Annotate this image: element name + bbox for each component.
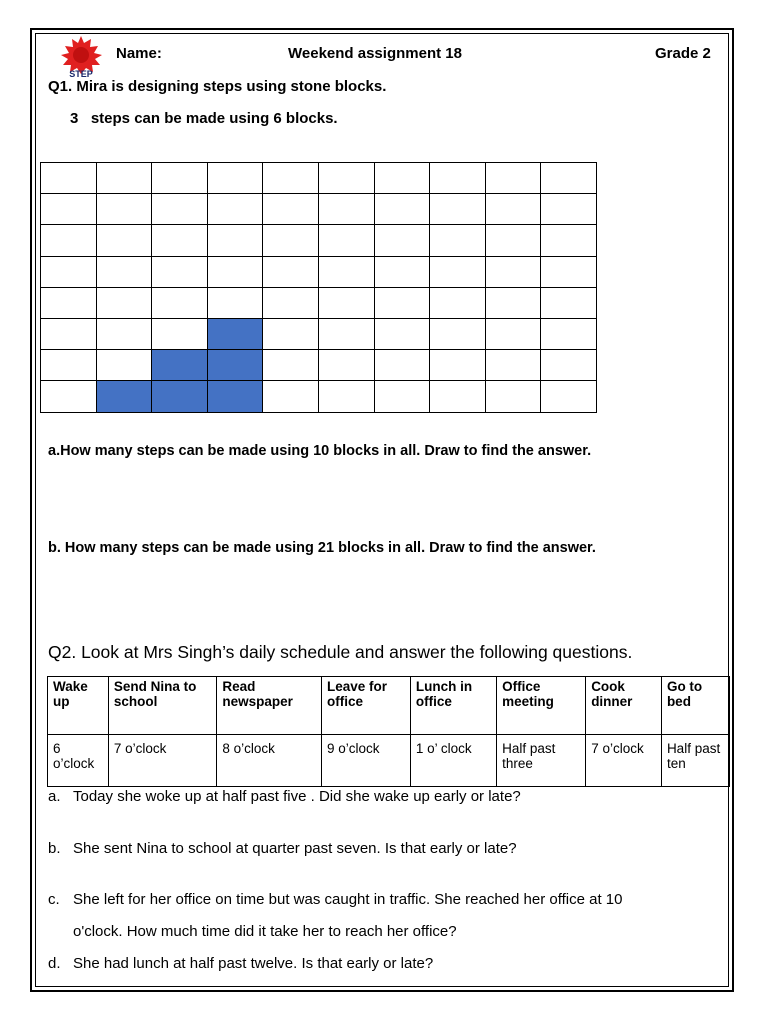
q2-subquestion-line [48, 891, 623, 908]
schedule-time-cell: 6 o’clock [48, 735, 109, 787]
grid-cell [430, 225, 486, 256]
schedule-time-cell: 9 o’clock [321, 735, 410, 787]
grid-cell [485, 318, 541, 349]
grid-row [41, 318, 597, 349]
schedule-time-cell: Half past three [497, 735, 586, 787]
grid-cell [541, 381, 597, 412]
grid-cell [263, 287, 319, 318]
grid-cell [318, 163, 374, 194]
grid-cell [41, 163, 97, 194]
grid-cell [207, 225, 263, 256]
q2-subquestion-line [48, 788, 521, 805]
grid-cell [541, 350, 597, 381]
q2-subquestion-letter: c. [48, 891, 60, 908]
grid-cell [485, 163, 541, 194]
schedule-header-cell: Send Nina to school [108, 677, 217, 735]
schedule-time-cell: 1 o’ clock [410, 735, 496, 787]
grid-cell [430, 381, 486, 412]
schedule-table [47, 676, 730, 787]
grid-cell [41, 318, 97, 349]
grid-cell [152, 318, 208, 349]
grid-cell-filled [207, 318, 263, 349]
grid-row [41, 194, 597, 225]
grid-cell [41, 287, 97, 318]
q1-part-b: b. How many steps can be made using 21 blocks in all. Draw to find the answer. [48, 540, 596, 556]
q2-question: Q2. Look at Mrs Singh’s daily schedule and answer the following questions. [48, 642, 633, 662]
grid-cell [318, 350, 374, 381]
grid-cell [374, 350, 430, 381]
q2-subquestion-letter: b. [48, 840, 61, 857]
grid-cell [96, 225, 152, 256]
schedule-time-cell: 7 o’clock [586, 735, 662, 787]
grid-cell [41, 381, 97, 412]
q2-subquestion-line [48, 923, 457, 940]
schedule-header-cell: Office meeting [497, 677, 586, 735]
schedule-time-cell: 7 o’clock [108, 735, 217, 787]
grid-cell [152, 225, 208, 256]
grid-cell [263, 225, 319, 256]
grid-cell [318, 318, 374, 349]
grid-cell-filled [96, 381, 152, 412]
svg-text:STEP: STEP [69, 69, 93, 78]
grid-cell [485, 194, 541, 225]
grid-cell [318, 225, 374, 256]
schedule-time-cell: Half past ten [661, 735, 729, 787]
grid-cell [41, 225, 97, 256]
grid-cell [430, 350, 486, 381]
grid-cell [263, 194, 319, 225]
grid-cell [541, 225, 597, 256]
schedule-time-cell: 8 o’clock [217, 735, 322, 787]
q2-subquestion-text: o'clock. How much time did it take her to reach her office? [73, 923, 457, 940]
schedule-header-cell: Cook dinner [586, 677, 662, 735]
grid-cell [207, 287, 263, 318]
grid-cell [485, 225, 541, 256]
schedule-header-cell: Leave for office [321, 677, 410, 735]
q1-part-a: a.How many steps can be made using 10 blocks in all. Draw to find the answer. [48, 443, 592, 459]
step-by-step-logo [50, 34, 112, 78]
grid-row [41, 350, 597, 381]
grid-cell [41, 256, 97, 287]
grid-cell-filled [152, 350, 208, 381]
name-label: Name: [116, 45, 162, 62]
q2-subquestion-line [48, 955, 433, 972]
grid-row [41, 381, 597, 412]
grid-cell-filled [152, 381, 208, 412]
grid-cell [263, 163, 319, 194]
grid-cell [541, 287, 597, 318]
grid-row [41, 256, 597, 287]
grid-cell [374, 163, 430, 194]
q2-subquestion-letter: a. [48, 788, 61, 805]
grid-cell [152, 163, 208, 194]
grid-cell [374, 225, 430, 256]
grid-cell [96, 256, 152, 287]
page-title: Weekend assignment 18 [288, 45, 462, 62]
grid-row [41, 225, 597, 256]
grid-cell [485, 381, 541, 412]
q2-subquestion-text: She left for her office on time but was caught in traffic. She reached her office at 10 [73, 891, 623, 908]
grid-cell [318, 381, 374, 412]
grid-cell [152, 256, 208, 287]
grid-cell [485, 256, 541, 287]
grid-cell [263, 318, 319, 349]
grid-cell [374, 194, 430, 225]
grid-cell [152, 194, 208, 225]
grid-cell [374, 287, 430, 318]
grid-cell [96, 287, 152, 318]
grid-cell [430, 287, 486, 318]
grid-cell [207, 194, 263, 225]
grid-cell [318, 256, 374, 287]
grid-cell [207, 256, 263, 287]
grid-cell [263, 381, 319, 412]
grid-cell [374, 381, 430, 412]
grid-cell [41, 350, 97, 381]
grid-cell [96, 350, 152, 381]
q2-subquestion-text: She had lunch at half past twelve. Is that early or late? [73, 955, 434, 972]
grid-cell [96, 163, 152, 194]
grid-cell [430, 256, 486, 287]
grid-cell-filled [207, 350, 263, 381]
q2-subquestion-line [48, 840, 517, 857]
grid-cell [541, 163, 597, 194]
schedule-header-cell: Wake up [48, 677, 109, 735]
grid-cell [318, 287, 374, 318]
grid-cell [430, 194, 486, 225]
grid-cell [263, 256, 319, 287]
block-grid [40, 162, 597, 413]
q2-subquestion-text: She sent Nina to school at quarter past seven. Is that early or late? [73, 840, 517, 857]
grid-cell [541, 318, 597, 349]
grid-cell [263, 350, 319, 381]
grid-cell-filled [207, 381, 263, 412]
grid-row [41, 163, 597, 194]
grid-cell [541, 194, 597, 225]
grid-cell [96, 318, 152, 349]
schedule-header-cell: Read newspaper [217, 677, 322, 735]
grid-cell [430, 318, 486, 349]
schedule-header-cell: Lunch in office [410, 677, 496, 735]
schedule-header-cell: Go to bed [661, 677, 729, 735]
q1-statement: 3 steps can be made using 6 blocks. [70, 110, 338, 127]
grid-cell [485, 350, 541, 381]
q2-subquestion-letter: d. [48, 955, 61, 972]
grid-cell [207, 163, 263, 194]
grid-cell [374, 256, 430, 287]
grid-cell [374, 318, 430, 349]
grid-cell [318, 194, 374, 225]
grid-cell [96, 194, 152, 225]
grid-row [41, 287, 597, 318]
grid-cell [430, 163, 486, 194]
q1-question: Q1. Mira is designing steps using stone blocks. [48, 78, 387, 95]
grade-label: Grade 2 [655, 45, 711, 62]
grid-cell [152, 287, 208, 318]
q2-subquestion-text: Today she woke up at half past five . Did she wake up early or late? [73, 788, 521, 805]
grid-cell [541, 256, 597, 287]
grid-cell [41, 194, 97, 225]
grid-cell [485, 287, 541, 318]
